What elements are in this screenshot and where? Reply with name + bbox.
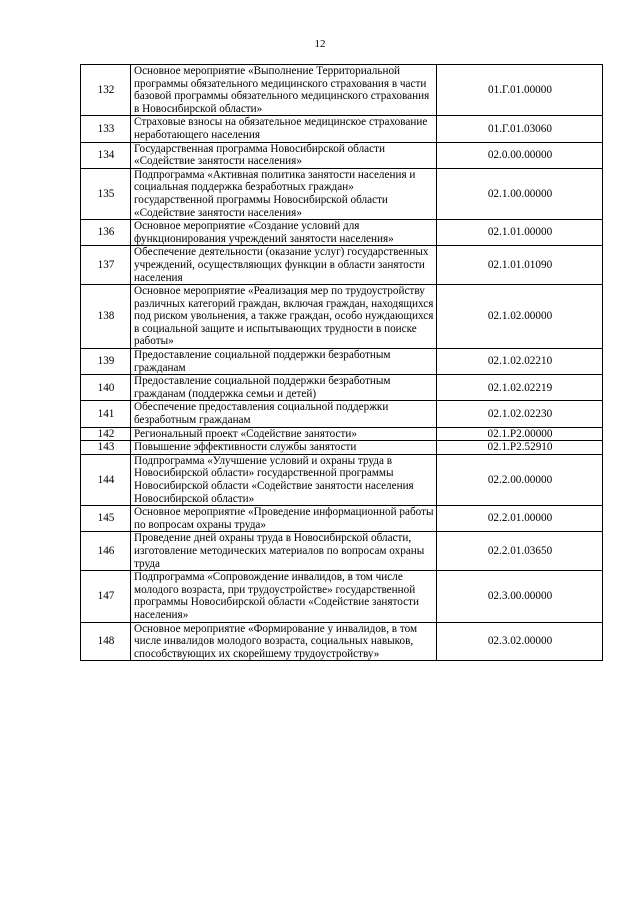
row-number: 144 xyxy=(81,454,131,505)
row-name: Обеспечение предоставления социальной поддержки безработным гражданам xyxy=(131,401,437,427)
table-row xyxy=(81,142,603,168)
row-code: 02.0.00.00000 xyxy=(437,142,603,168)
table-row xyxy=(81,532,603,571)
row-name: Государственная программа Новосибирской области «Содействие занятости населения» xyxy=(131,142,437,168)
table-body xyxy=(81,65,603,661)
table-row xyxy=(81,168,603,219)
row-number: 141 xyxy=(81,401,131,427)
row-code: 02.1.02.02210 xyxy=(437,349,603,375)
row-number: 139 xyxy=(81,349,131,375)
row-code: 02.2.01.00000 xyxy=(437,506,603,532)
budget-classification-table xyxy=(80,64,603,661)
row-name: Предоставление социальной поддержки безработным гражданам xyxy=(131,349,437,375)
row-number: 135 xyxy=(81,168,131,219)
table-row xyxy=(81,506,603,532)
row-name: Основное мероприятие «Создание условий для функционирования учреждений занятости населения» xyxy=(131,220,437,246)
table-row xyxy=(81,401,603,427)
row-number: 143 xyxy=(81,441,131,455)
row-code: 02.1.02.02219 xyxy=(437,375,603,401)
row-code: 02.1.01.01090 xyxy=(437,246,603,285)
table-row xyxy=(81,622,603,661)
row-name: Основное мероприятие «Выполнение Территориальной программы обязательного медицинского страхования в части базовой программы обязательного медицинского страхования в Новосибирской области» xyxy=(131,65,437,116)
row-code: 02.1.P2.00000 xyxy=(437,427,603,441)
row-name: Подпрограмма «Активная политика занятости населения и социальная поддержка безработных граждан» государственной программы Новосибирской области «Содействие занятости населения» xyxy=(131,168,437,219)
row-name: Региональный проект «Содействие занятости» xyxy=(131,427,437,441)
row-code: 02.2.00.00000 xyxy=(437,454,603,505)
row-number: 148 xyxy=(81,622,131,661)
row-number: 142 xyxy=(81,427,131,441)
row-name: Подпрограмма «Улучшение условий и охраны труда в Новосибирской области» государственной программы Новосибирской области «Содействие занятости населения Новосибирской области» xyxy=(131,454,437,505)
row-code: 01.Г.01.03060 xyxy=(437,116,603,142)
row-code: 02.2.01.03650 xyxy=(437,532,603,571)
row-name: Подпрограмма «Сопровождение инвалидов, в том числе молодого возраста, при трудоустройстве» государственной программы Новосибирской области «Содействие занятости населения» xyxy=(131,571,437,622)
row-name: Основное мероприятие «Проведение информационной работы по вопросам охраны труда» xyxy=(131,506,437,532)
row-number: 140 xyxy=(81,375,131,401)
row-code: 02.1.02.02230 xyxy=(437,401,603,427)
row-code: 02.1.00.00000 xyxy=(437,168,603,219)
row-code: 02.1.P2.52910 xyxy=(437,441,603,455)
row-number: 133 xyxy=(81,116,131,142)
row-name: Страховые взносы на обязательное медицинское страхование неработающего населения xyxy=(131,116,437,142)
row-number: 146 xyxy=(81,532,131,571)
row-name: Обеспечение деятельности (оказание услуг) государственных учреждений, осуществляющих функции в области занятости населения xyxy=(131,246,437,285)
row-number: 138 xyxy=(81,285,131,349)
table-row xyxy=(81,441,603,455)
table-row xyxy=(81,349,603,375)
row-code: 02.1.01.00000 xyxy=(437,220,603,246)
row-number: 137 xyxy=(81,246,131,285)
row-code: 01.Г.01.00000 xyxy=(437,65,603,116)
row-code: 02.1.02.00000 xyxy=(437,285,603,349)
table-row xyxy=(81,116,603,142)
row-code: 02.3.00.00000 xyxy=(437,571,603,622)
row-name: Предоставление социальной поддержки безработным гражданам (поддержка семьи и детей) xyxy=(131,375,437,401)
table-row xyxy=(81,571,603,622)
row-name: Повышение эффективности службы занятости xyxy=(131,441,437,455)
table-row xyxy=(81,246,603,285)
row-number: 147 xyxy=(81,571,131,622)
table-row xyxy=(81,375,603,401)
row-name: Проведение дней охраны труда в Новосибирской области, изготовление методических материалов по вопросам охраны труда xyxy=(131,532,437,571)
row-number: 132 xyxy=(81,65,131,116)
row-code: 02.3.02.00000 xyxy=(437,622,603,661)
row-name: Основное мероприятие «Реализация мер по трудоустройству различных категорий граждан, включая граждан, находящихся под риском увольнения, а также граждан, особо нуждающихся в социальной защите и испытывающих трудности в поиске работы» xyxy=(131,285,437,349)
table-row xyxy=(81,454,603,505)
table-row xyxy=(81,285,603,349)
table-row xyxy=(81,65,603,116)
page-number: 12 xyxy=(314,38,326,50)
row-number: 134 xyxy=(81,142,131,168)
table-row xyxy=(81,427,603,441)
row-number: 136 xyxy=(81,220,131,246)
row-name: Основное мероприятие «Формирование у инвалидов, в том числе инвалидов молодого возраста, социальных навыков, способствующих их скорейшему трудоустройству» xyxy=(131,622,437,661)
row-number: 145 xyxy=(81,506,131,532)
table-row xyxy=(81,220,603,246)
